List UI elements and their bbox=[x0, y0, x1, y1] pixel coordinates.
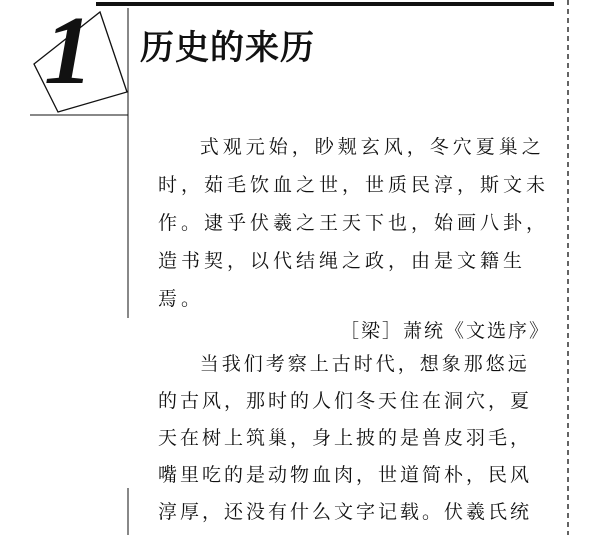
epigraph-text: 式观元始，眇觌玄风，冬穴夏巢之时，茹毛饮血之世，世质民淳，斯文未作。逮乎伏羲之王天下也，始画八卦，造书契，以代结绳之政，由是文籍生焉。 bbox=[158, 136, 550, 310]
header-top-rule bbox=[96, 2, 554, 6]
body-text bbox=[158, 346, 550, 531]
epigraph-source: ［梁］萧统《文选序》 bbox=[339, 320, 550, 342]
epigraph bbox=[158, 128, 550, 318]
chapter-title: 历史的来历 bbox=[140, 28, 315, 68]
body-paragraph: 当我们考察上古时代，想象那悠远的古风，那时的人们冬天住在洞穴，夏天在树上筑巢，身上披的是兽皮羽毛，嘴里吃的是动物血肉，世道简朴，民风淳厚，还没有什么文字记载。伏羲氏统 bbox=[158, 353, 533, 523]
chapter-number: 1 bbox=[44, 0, 93, 105]
